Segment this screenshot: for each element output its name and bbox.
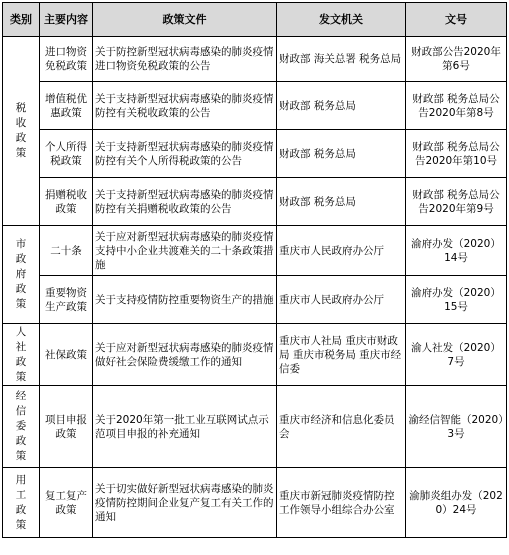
issuer-cell: 财政部 海关总署 税务总局 [277, 37, 406, 82]
issuer-cell: 财政部 税务总局 [277, 178, 406, 226]
doc-no-cell: 渝府办发（2020）14号 [406, 226, 507, 276]
table-row [3, 276, 507, 324]
content-cell: 捐赠税收政策 [40, 178, 93, 226]
content-cell: 项目申报政策 [40, 386, 93, 468]
table-row [3, 37, 507, 82]
category-cell: 市政府政策 [3, 226, 40, 324]
doc-no-cell: 财政部 税务总局公告2020年第10号 [406, 130, 507, 178]
category-cell: 税收政策 [3, 37, 40, 226]
issuer-cell: 重庆市人民政府办公厅 [277, 226, 406, 276]
content-cell: 增值税优惠政策 [40, 82, 93, 130]
content-cell: 重要物资生产政策 [40, 276, 93, 324]
table-row [3, 130, 507, 178]
content-cell: 复工复产政策 [40, 468, 93, 538]
category-cell: 人社政策 [3, 324, 40, 386]
header-document: 政策文件 [93, 3, 277, 37]
policy-table [2, 2, 507, 538]
header-doc-no: 文号 [406, 3, 507, 37]
header-category: 类别 [3, 3, 40, 37]
document-cell: 关于支持新型冠状病毒感染的肺炎疫情防控有关税收政策的公告 [93, 82, 277, 130]
document-cell: 关于防控新型冠状病毒感染的肺炎疫情进口物资免税政策的公告 [93, 37, 277, 82]
table-row [3, 468, 507, 538]
table-row [3, 226, 507, 276]
content-cell: 社保政策 [40, 324, 93, 386]
doc-no-cell: 渝肺炎组办发（2020）24号 [406, 468, 507, 538]
category-cell: 经信委政策 [3, 386, 40, 468]
content-cell: 个人所得税政策 [40, 130, 93, 178]
issuer-cell: 重庆市人民政府办公厅 [277, 276, 406, 324]
table-row [3, 324, 507, 386]
table-row [3, 386, 507, 468]
issuer-cell: 重庆市人社局 重庆市财政局 重庆市税务局 重庆市经信委 [277, 324, 406, 386]
header-issuer: 发文机关 [277, 3, 406, 37]
table-row [3, 178, 507, 226]
doc-no-cell: 财政部 税务总局公告2020年第8号 [406, 82, 507, 130]
issuer-cell: 财政部 税务总局 [277, 82, 406, 130]
document-cell: 关于支持疫情防控重要物资生产的措施 [93, 276, 277, 324]
issuer-cell: 重庆市经济和信息化委员会 [277, 386, 406, 468]
table-row [3, 82, 507, 130]
document-cell: 关于支持新型冠状病毒感染的肺炎疫情防控有关个人所得税政策的公告 [93, 130, 277, 178]
category-cell: 用工政策 [3, 468, 40, 538]
issuer-cell: 重庆市新冠肺炎疫情防控工作领导小组综合办公室 [277, 468, 406, 538]
document-cell: 关于2020年第一批工业互联网试点示范项目申报的补充通知 [93, 386, 277, 468]
content-cell: 二十条 [40, 226, 93, 276]
header-content: 主要内容 [40, 3, 93, 37]
document-cell: 关于切实做好新型冠状病毒感染的肺炎疫情防控期间企业复产复工有关工作的通知 [93, 468, 277, 538]
doc-no-cell: 财政部公告2020年第6号 [406, 37, 507, 82]
doc-no-cell: 渝府办发（2020）15号 [406, 276, 507, 324]
doc-no-cell: 财政部 税务总局公告2020年第9号 [406, 178, 507, 226]
table-header-row [3, 3, 507, 37]
document-cell: 关于应对新型冠状病毒感染的肺炎疫情做好社会保险费缓缴工作的通知 [93, 324, 277, 386]
content-cell: 进口物资免税政策 [40, 37, 93, 82]
doc-no-cell: 渝经信智能（2020）3号 [406, 386, 507, 468]
issuer-cell: 财政部 税务总局 [277, 130, 406, 178]
document-cell: 关于应对新型冠状病毒感染的肺炎疫情支持中小企业共渡难关的二十条政策措施 [93, 226, 277, 276]
doc-no-cell: 渝人社发（2020）7号 [406, 324, 507, 386]
document-cell: 关于支持新型冠状病毒感染的肺炎疫情防控有关捐赠税收政策的公告 [93, 178, 277, 226]
